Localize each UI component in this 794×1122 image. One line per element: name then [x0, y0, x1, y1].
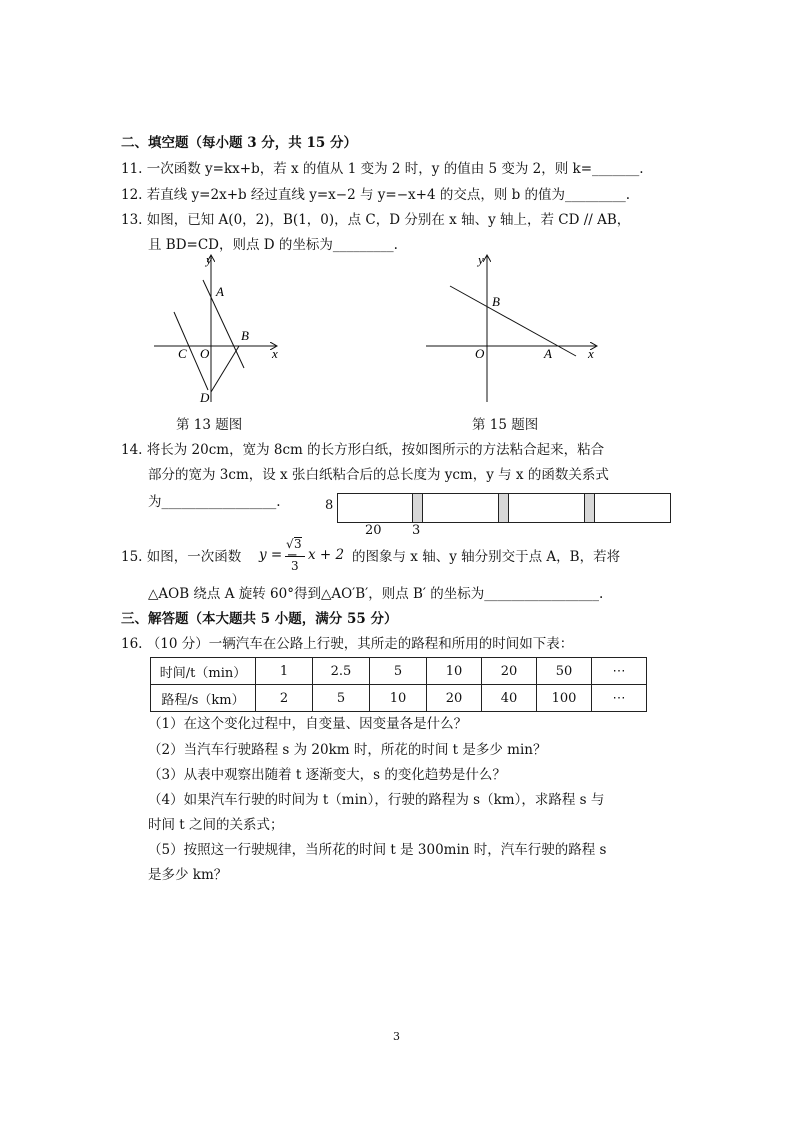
glue-region: [498, 494, 509, 522]
question-13-line2: 且 BD=CD，则点 D 的坐标为_________.: [148, 237, 398, 253]
question-16-intro: 16. （10 分）一辆汽车在公路上行驶，其所走的路程和所用的时间如下表：: [121, 636, 574, 652]
section-3-heading: 三、解答题（本大题共 5 小题，满分 55 分）: [121, 611, 398, 627]
label-o: O: [475, 346, 485, 361]
label-d: D: [200, 390, 210, 405]
page-number: 3: [393, 1030, 400, 1043]
table-cell: ⋯: [592, 658, 647, 685]
fraction-bar: [285, 556, 305, 557]
strip-length-label: 20: [365, 523, 382, 538]
label-a: A: [544, 346, 552, 361]
section-2-heading: 二、填空题（每小题 3 分，共 15 分）: [121, 135, 357, 151]
sub-question-4-line1: （4）如果汽车行驶的时间为 t（min），行驶的路程为 s（km），求路程 s 与: [148, 792, 605, 808]
table-cell: 100: [537, 685, 592, 712]
question-15-line2: △AOB 绕点 A 旋转 60°得到△AO′B′，则点 B′ 的坐标为_________________.: [148, 586, 604, 602]
glue-region: [412, 494, 423, 522]
question-15-suffix: 的图象与 x 轴、y 轴分别交于点 A，B，若将: [352, 549, 621, 565]
label-x: x: [588, 346, 594, 361]
glue-region: [584, 494, 595, 522]
label-y: y: [206, 252, 212, 267]
table-cell: 50: [537, 658, 592, 685]
table-cell: 20: [482, 658, 537, 685]
sub-question-2: （2）当汽车行驶路程 s 为 20km 时，所花的时间 t 是多少 min？: [148, 742, 547, 758]
q15-formula-lhs: y = −: [259, 547, 298, 563]
strip-glue-label: 3: [412, 523, 421, 538]
question-15-prefix: 15. 如图，一次函数: [121, 549, 242, 565]
table-cell: 时间/t（min）: [151, 658, 256, 685]
label-b: B: [492, 294, 500, 309]
sub-question-4-line2: 时间 t 之间的关系式；: [148, 817, 284, 833]
figure-15-diagram: [420, 250, 605, 410]
question-12: 12. 若直线 y=2x+b 经过直线 y=x−2 与 y=−x+4 的交点，则 b 的值为_________.: [121, 187, 631, 203]
table-row: [151, 658, 647, 685]
sub-question-1: （1）在这个变化过程中，自变量、因变量各是什么？: [148, 716, 468, 732]
question-14-line3: 为_________________.: [148, 494, 281, 510]
q15-denominator: 3: [291, 559, 299, 573]
figure-13-caption: 第 13 题图: [176, 417, 243, 433]
figure-15-caption: 第 15 题图: [472, 417, 539, 433]
sqrt-sign: √: [286, 537, 294, 551]
table-cell: 5: [313, 685, 370, 712]
table-cell: 10: [370, 685, 427, 712]
strip-height-label: 8: [325, 498, 334, 513]
label-b: B: [241, 328, 249, 343]
table-cell: 10: [427, 658, 482, 685]
figure-13-diagram: [148, 250, 288, 410]
table-cell: 1: [256, 658, 313, 685]
sub-question-3: （3）从表中观察出随着 t 逐渐变大，s 的变化趋势是什么？: [148, 767, 506, 783]
time-distance-table: [150, 657, 647, 712]
table-cell: ⋯: [592, 685, 647, 712]
table-row: [151, 685, 647, 712]
table-cell: 40: [482, 685, 537, 712]
label-c: C: [178, 346, 187, 361]
table-cell: 路程/s（km）: [151, 685, 256, 712]
table-cell: 2: [256, 685, 313, 712]
question-13-line1: 13. 如图，已知 A(0，2)，B(1，0)，点 C，D 分别在 x 轴、y 轴上，若 CD // AB，: [121, 212, 631, 228]
label-x: x: [272, 346, 278, 361]
sub-question-5-line1: （5）按照这一行驶规律，当所花的时间 t 是 300min 时，汽车行驶的路程 s: [148, 842, 607, 858]
table-cell: 5: [370, 658, 427, 685]
q15-formula-rest: x + 2: [308, 547, 345, 563]
question-14-line2: 部分的宽为 3cm，设 x 张白纸粘合后的总长度为 ycm，y 与 x 的函数关系式: [148, 467, 609, 483]
q15-numerator: 3: [294, 537, 302, 551]
label-o: O: [200, 346, 210, 361]
label-y: y: [478, 252, 484, 267]
question-11: 11. 一次函数 y=kx+b，若 x 的值从 1 变为 2 时，y 的值由 5 变为 2，则 k=_______.: [121, 161, 644, 177]
table-cell: 20: [427, 685, 482, 712]
segment-bd: [211, 346, 239, 392]
label-a: A: [216, 284, 224, 299]
paper-strips-figure: [337, 493, 671, 523]
sub-question-5-line2: 是多少 km？: [148, 867, 228, 883]
question-14-line1: 14. 将长为 20cm，宽为 8cm 的长方形白纸，按如图所示的方法粘合起来，粘合: [121, 442, 605, 458]
table-cell: 2.5: [313, 658, 370, 685]
